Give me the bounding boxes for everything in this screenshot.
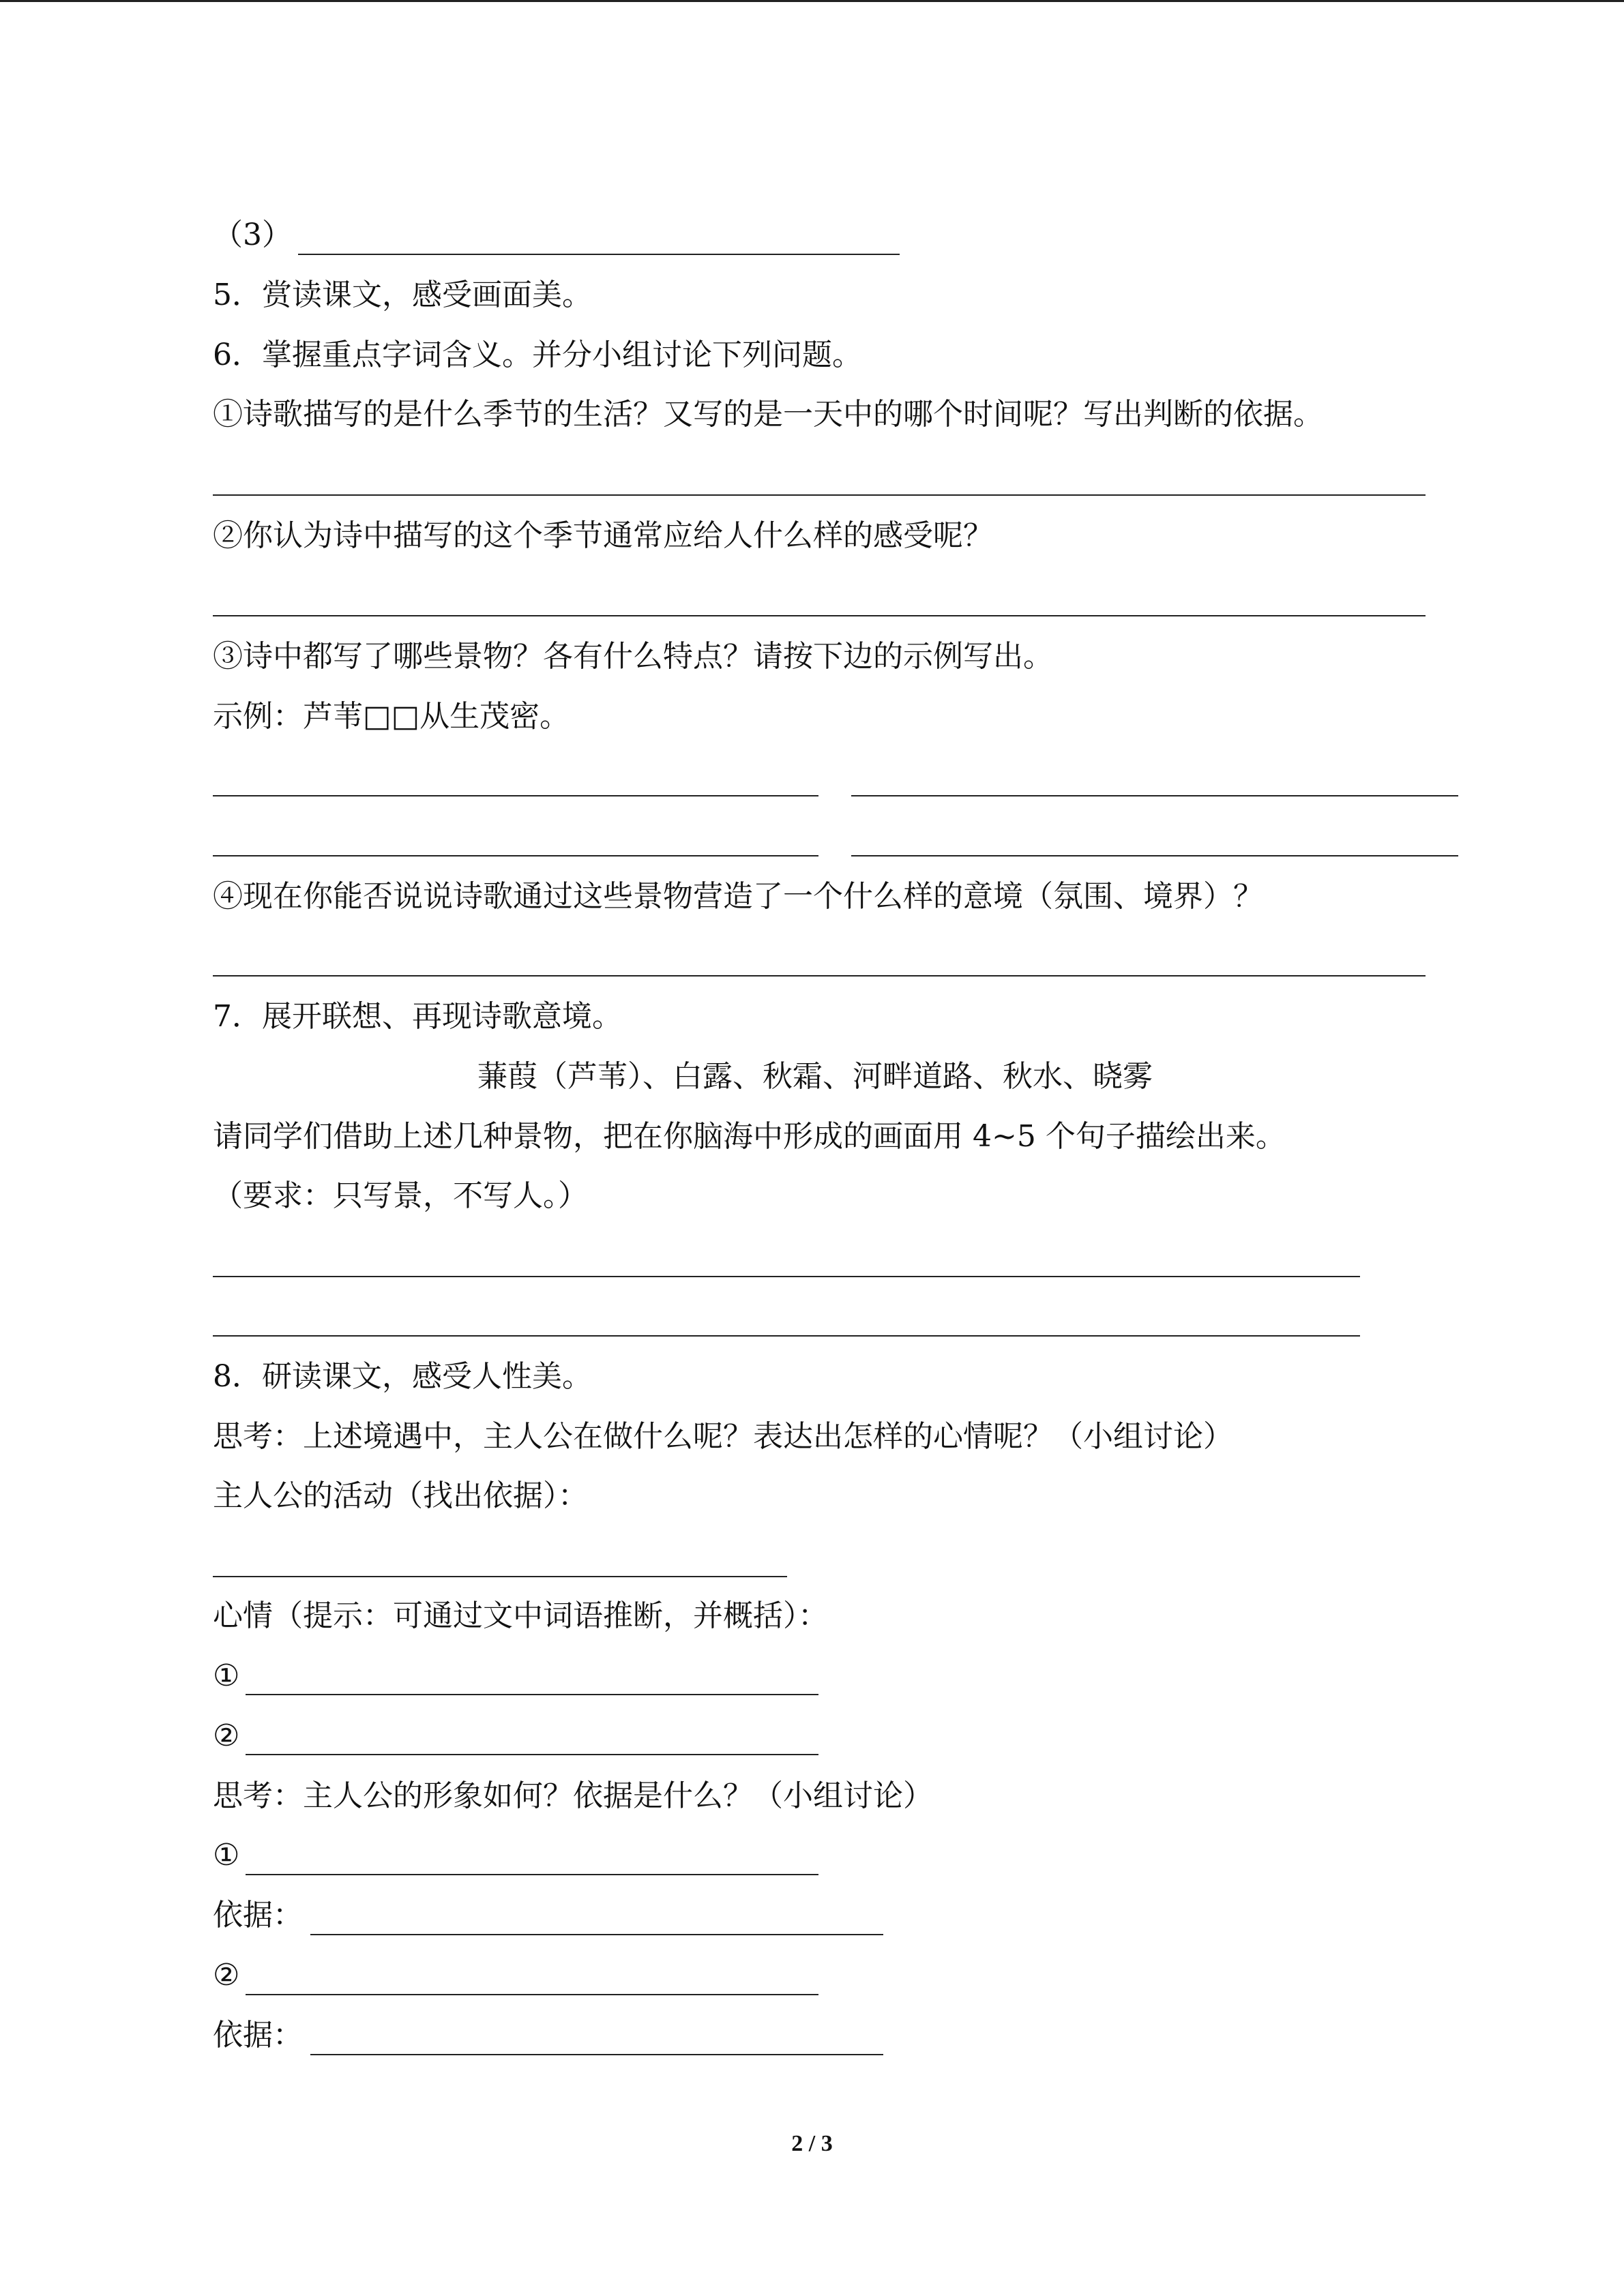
question-8-activity-label: 主人公的活动（找出依据）： <box>213 1478 588 1513</box>
question-6-1-answer-line[interactable] <box>213 494 1426 496</box>
question-5: 5．赏读课文，感受画面美。 <box>213 278 592 312</box>
page-top-border <box>0 0 1624 2</box>
page-number: 2 / 3 <box>791 2131 833 2156</box>
question-8-mood-2-blank[interactable] <box>246 1754 818 1755</box>
question-7-prompt: 请同学们借助上述几种景物，把在你脑海中形成的画面用 4~5 个句子描绘出来。 <box>213 1119 1286 1154</box>
question-6-2: ②你认为诗中描写的这个季节通常应给人什么样的感受呢？ <box>213 518 993 553</box>
question-8: 8．研读课文，感受人性美。 <box>213 1359 592 1394</box>
question-6-3-answer-line-1a[interactable] <box>213 795 818 796</box>
question-7: 7．展开联想、再现诗歌意境。 <box>213 999 622 1034</box>
question-8-mood-label: 心情（提示：可通过文中词语推断，并概括）： <box>213 1598 828 1633</box>
question-8-activity-answer-line[interactable] <box>213 1576 787 1577</box>
question-8-image-1-label: ① <box>213 1838 240 1873</box>
q4-item-3-label: （3） <box>213 218 292 252</box>
question-6-3-example: 示例：芦苇□□从生茂密。 <box>213 699 570 734</box>
question-8-image-2-label: ② <box>213 1958 240 1993</box>
question-8-basis-1-blank[interactable] <box>310 1934 883 1935</box>
question-7-requirement: （要求：只写景，不写人。） <box>213 1178 588 1213</box>
question-8-basis-2-label: 依据： <box>213 2018 303 2053</box>
question-6-3: ③诗中都写了哪些景物？各有什么特点？请按下边的示例写出。 <box>213 639 1053 674</box>
question-6-3-answer-line-2a[interactable] <box>213 855 818 856</box>
question-6-1: ①诗歌描写的是什么季节的生活？又写的是一天中的哪个时间呢？写出判断的依据。 <box>213 397 1323 432</box>
question-8-think-2: 思考：主人公的形象如何？依据是什么？（小组讨论） <box>213 1778 933 1813</box>
question-8-image-2-blank[interactable] <box>246 1994 818 1995</box>
question-7-scenery-list: 蒹葭（芦苇）、白露、秋霜、河畔道路、秋水、晓雾 <box>477 1059 1153 1094</box>
question-6: 6．掌握重点字词含义。并分小组讨论下列问题。 <box>213 338 862 372</box>
question-8-mood-1-label: ① <box>213 1658 240 1693</box>
question-6-4-answer-line[interactable] <box>213 975 1426 976</box>
q4-item-3-blank[interactable] <box>298 254 900 255</box>
question-7-answer-line-2[interactable] <box>213 1335 1360 1337</box>
question-7-answer-line-1[interactable] <box>213 1276 1360 1277</box>
question-8-mood-2-label: ② <box>213 1718 240 1753</box>
question-8-image-1-blank[interactable] <box>246 1874 818 1875</box>
question-6-3-answer-line-2b[interactable] <box>851 855 1458 856</box>
question-8-think-1: 思考：上述境遇中，主人公在做什么呢？表达出怎样的心情呢？（小组讨论） <box>213 1419 1233 1454</box>
question-8-mood-1-blank[interactable] <box>246 1694 818 1695</box>
question-8-basis-2-blank[interactable] <box>310 2054 883 2055</box>
question-6-4: ④现在你能否说说诗歌通过这些景物营造了一个什么样的意境（氛围、境界）？ <box>213 879 1263 914</box>
question-6-3-answer-line-1b[interactable] <box>851 795 1458 796</box>
question-8-basis-1-label: 依据： <box>213 1898 303 1933</box>
question-6-2-answer-line[interactable] <box>213 615 1426 616</box>
